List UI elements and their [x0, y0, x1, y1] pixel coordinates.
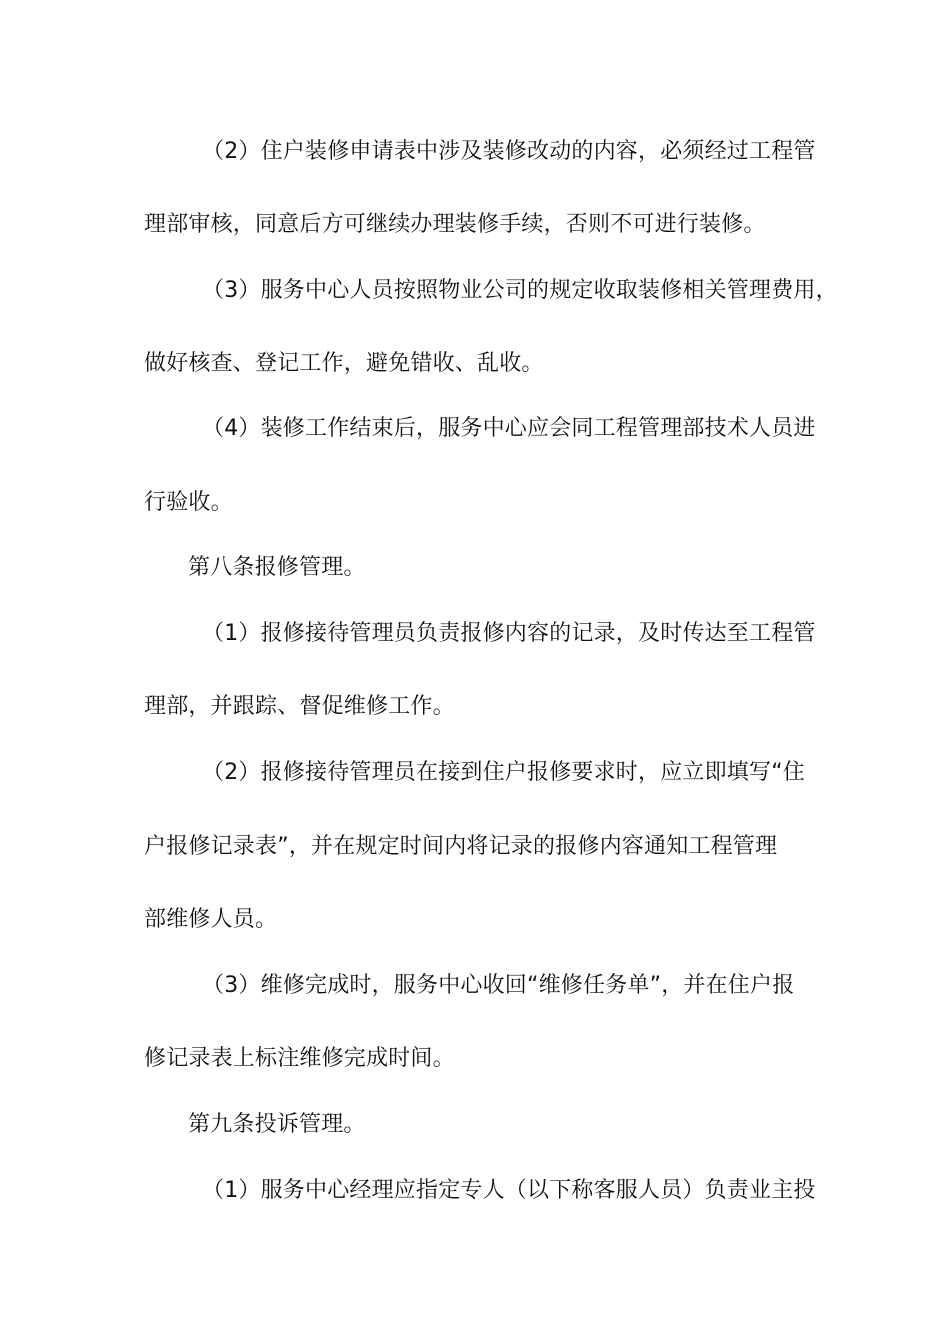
paragraph-line: （1）服务中心经理应指定专人（以下称客服人员）负责业主投	[202, 1178, 816, 1203]
paragraph-line: （4）装修工作结束后，服务中心应会同工程管理部技术人员进	[202, 416, 816, 441]
paragraph-line: 理部，并跟踪、督促维修工作。	[144, 694, 455, 719]
paragraph-line: 部维修人员。	[144, 907, 278, 932]
section-heading: 第八条报修管理。	[188, 555, 366, 580]
paragraph-line: （2）住户装修申请表中涉及装修改动的内容，必须经过工程管	[202, 139, 816, 164]
paragraph-line: （3）服务中心人员按照物业公司的规定收取装修相关管理费用，	[202, 278, 838, 303]
paragraph-line: 修记录表上标注维修完成时间。	[144, 1046, 455, 1071]
section-heading: 第九条投诉管理。	[188, 1112, 366, 1137]
paragraph-line: 户报修记录表”，并在规定时间内将记录的报修内容通知工程管理	[144, 834, 778, 859]
paragraph-line: （3）维修完成时，服务中心收回“维修任务单”，并在住户报	[202, 973, 795, 998]
paragraph-line: （1）报修接待管理员负责报修内容的记录，及时传达至工程管	[202, 621, 816, 646]
paragraph-line: 行验收。	[144, 490, 233, 515]
paragraph-line: 理部审核，同意后方可继续办理装修手续，否则不可进行装修。	[144, 212, 766, 237]
paragraph-line: 做好核查、登记工作，避免错收、乱收。	[144, 351, 544, 376]
paragraph-line: （2）报修接待管理员在接到住户报修要求时，应立即填写“住	[202, 760, 805, 785]
